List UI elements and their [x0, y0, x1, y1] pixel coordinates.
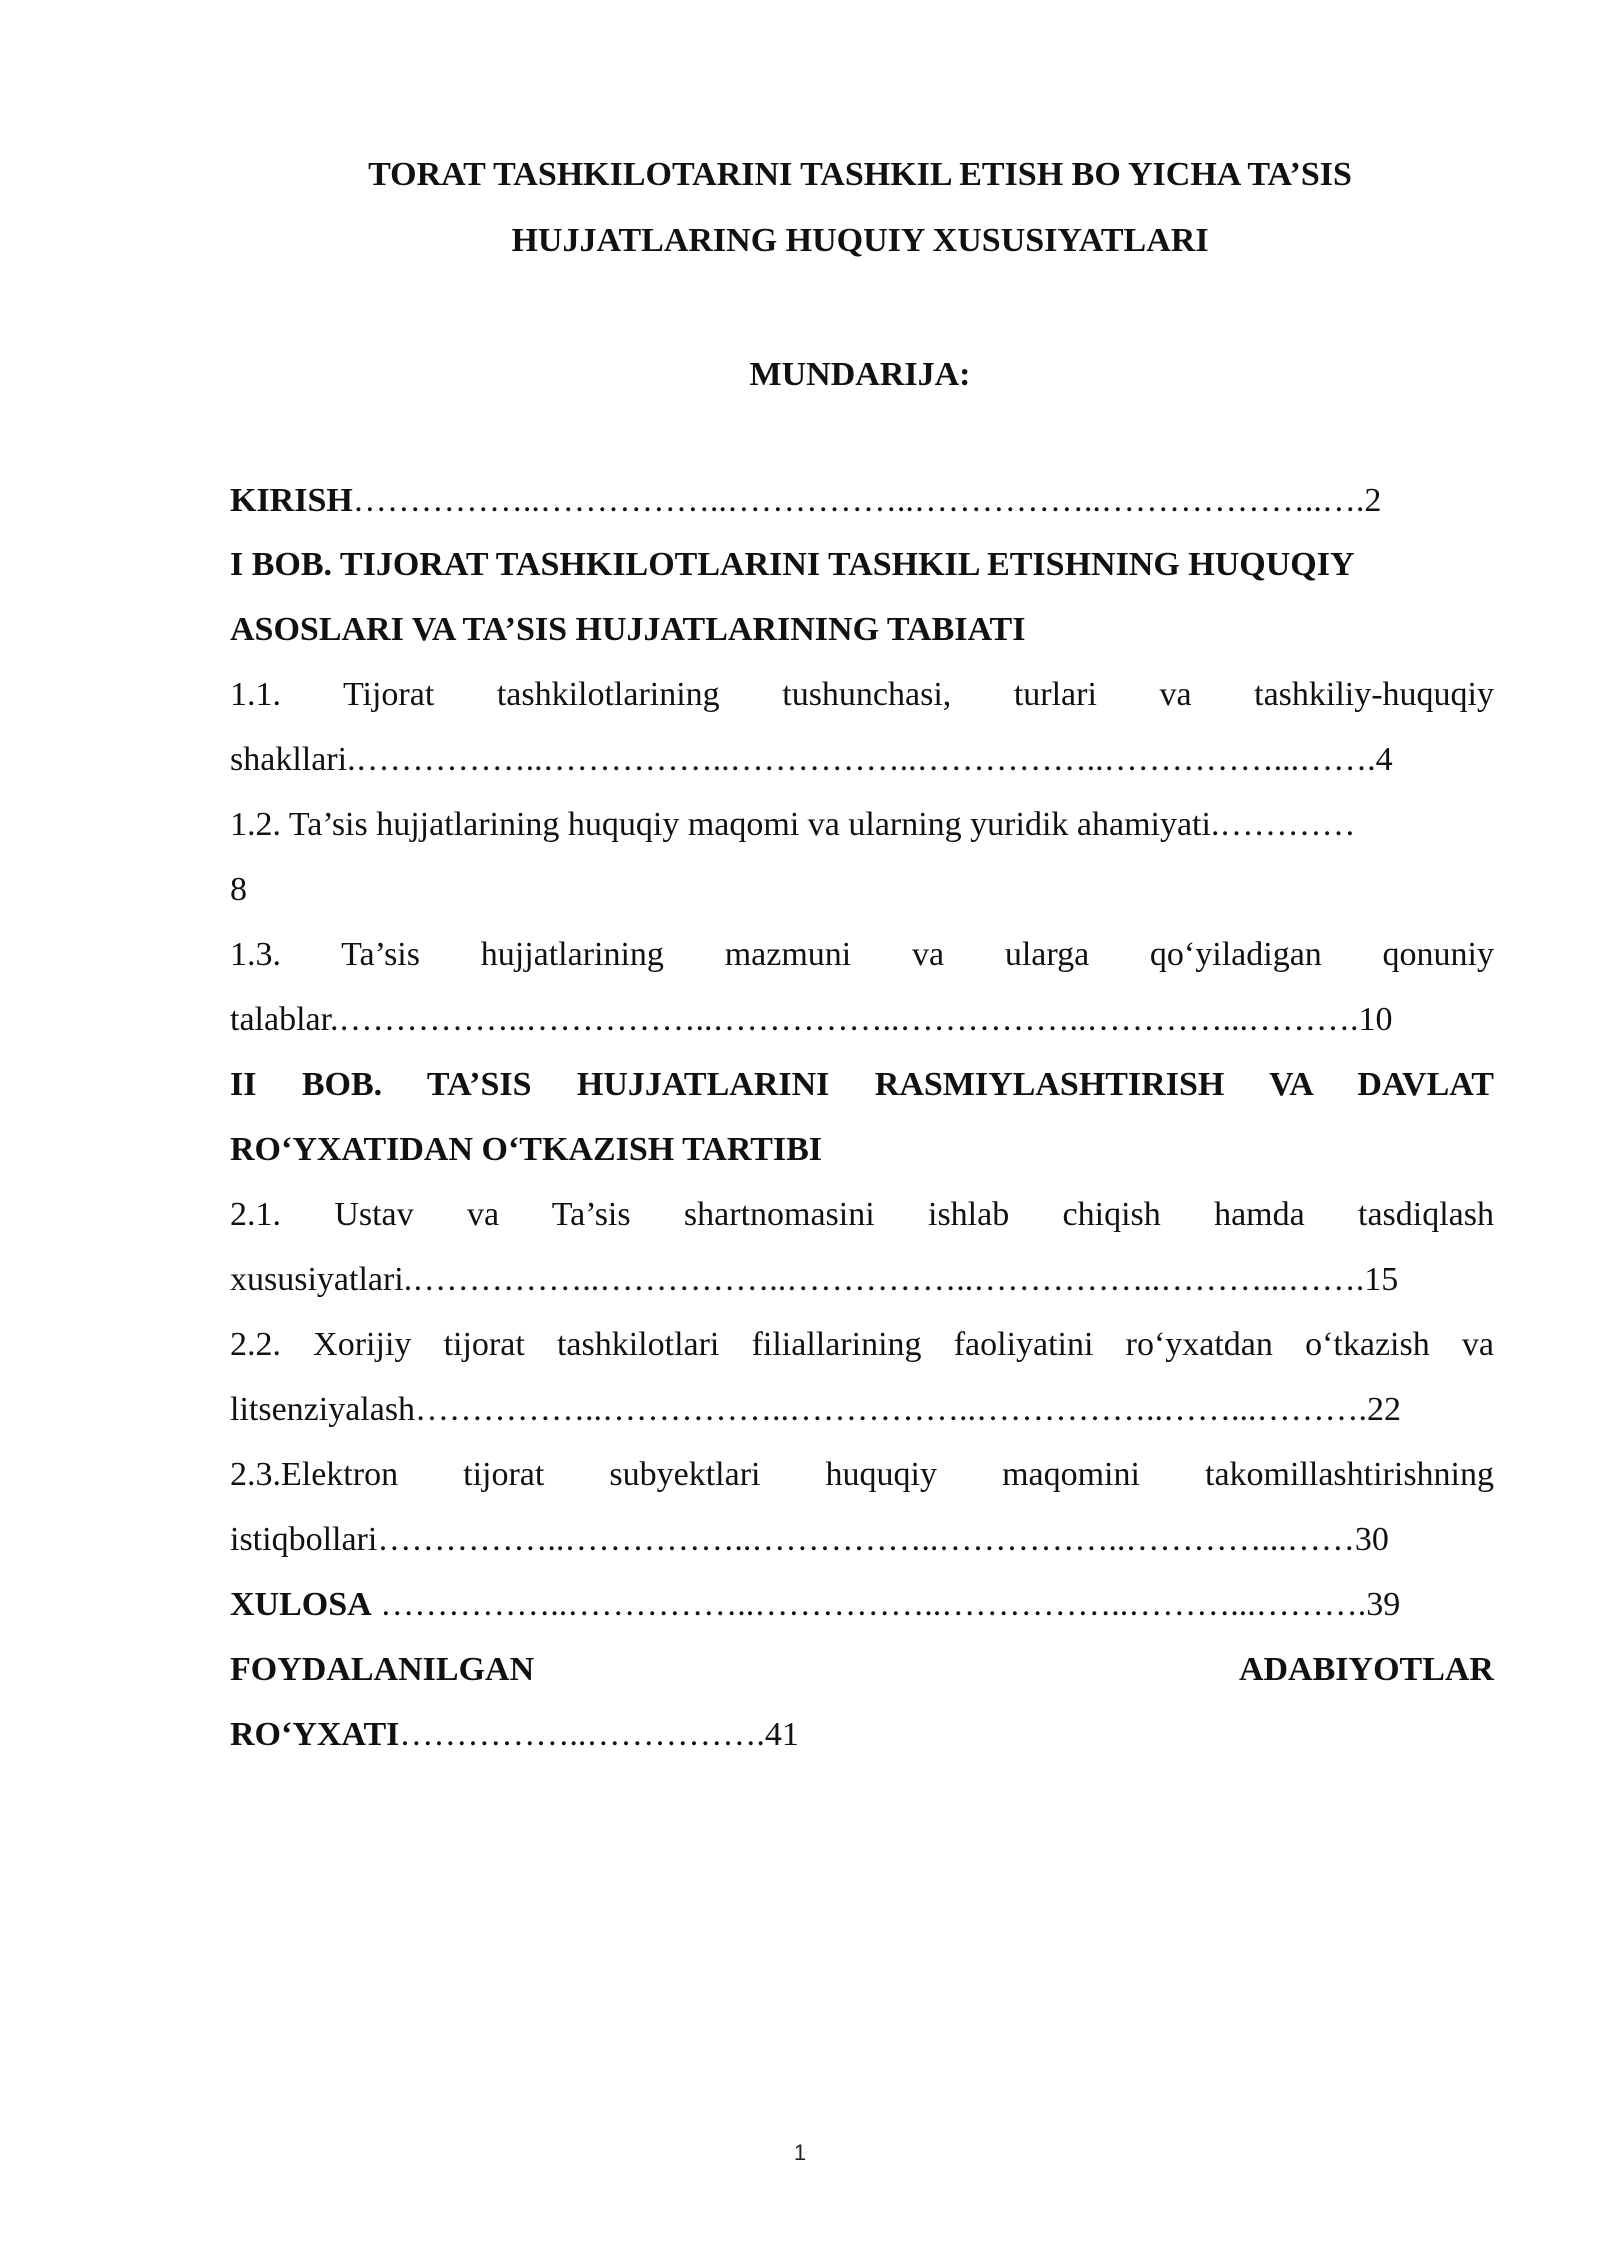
- toc-leader-kirish: ……………..……………..……………..……………..………………..….2: [352, 482, 1382, 519]
- toc-section-1-3-line-2: talablar.……………..……………..……………..……………..…………...……….10: [230, 1001, 1393, 1038]
- toc-leader-xulosa: ……………..……………..……………..……………..………...……….39: [371, 1586, 1401, 1623]
- document-title-line-1: TORAT TASHKILOTARINI TASHKIL ETISH BO YICHA TA’SIS: [368, 156, 1352, 193]
- toc-entry-foydalanilgan-line-1: [230, 1637, 1494, 1703]
- toc-chapter-2-line-2: RO‘YXATIDAN O‘TKAZISH TARTIBI: [230, 1131, 823, 1168]
- page-number: 1: [793, 2140, 807, 2165]
- toc-entry-xulosa: [230, 1572, 1494, 1638]
- toc-entry-kirish: [230, 468, 1494, 534]
- toc-section-1-2-line-2: 8: [230, 871, 247, 908]
- toc-section-2-1-line-2: xususiyatlari.……………..……………..……………..……………..………...…….15: [230, 1261, 1399, 1298]
- toc-foydalanilgan-word: FOYDALANILGAN: [230, 1651, 535, 1688]
- document-title-line-2: HUJJATLARING HUQUIY XUSUSIYATLARI: [511, 222, 1209, 259]
- toc-entry-foydalanilgan-line-2: [230, 1702, 1494, 1768]
- toc-section-2-2-line-1: 2.2. Xorijiy tijorat tashkilotlari filiallarining faoliyatini ro‘yxatdan o‘tkazish va: [230, 1326, 1494, 1363]
- toc-section-1-1-line-2: shakllari.……………..……………..……………..……………..……………...…….4: [230, 741, 1393, 778]
- toc-label-xulosa: XULOSA: [230, 1586, 372, 1623]
- toc-section-2-3-line-2: istiqbollari……………..……………..……………..……………..…………...……30: [230, 1521, 1389, 1558]
- toc-section-2-1-line-1: 2.1. Ustav va Ta’sis shartnomasini ishlab chiqish hamda tasdiqlash: [230, 1196, 1494, 1233]
- toc-section-1-3-line-1: 1.3. Ta’sis hujjatlarining mazmuni va ularga qo‘yiladigan qonuniy: [230, 936, 1494, 973]
- toc-leader-royxati: ……………..…………….41: [399, 1716, 799, 1753]
- toc-chapter-1-line-1: I BOB. TIJORAT TASHKILOTLARINI TASHKIL ETISHNING HUQUQIY: [230, 546, 1355, 583]
- toc-section-1-2-line-1: 1.2. Ta’sis hujjatlarining huquqiy maqomi va ularning yuridik ahamiyati.…………: [230, 806, 1356, 843]
- toc-section-2-3-line-1: 2.3.Elektron tijorat subyektlari huquqiy maqomini takomillashtirishning: [230, 1456, 1494, 1493]
- toc-label-kirish: KIRISH: [230, 482, 353, 519]
- toc-heading: MUNDARIJA:: [749, 356, 971, 393]
- toc-section-2-2-line-2: litsenziyalash……………..……………..……………..……………..……...……….22: [230, 1391, 1402, 1428]
- toc-chapter-2-line-1: II BOB. TA’SIS HUJJATLARINI RASMIYLASHTIRISH VA DAVLAT: [230, 1066, 1494, 1103]
- toc-section-1-1-line-1: 1.1. Tijorat tashkilotlarining tushunchasi, turlari va tashkiliy-huquqiy: [230, 676, 1494, 713]
- toc-chapter-1-line-2: ASOSLARI VA TA’SIS HUJJATLARINING TABIATI: [230, 611, 1026, 648]
- toc-label-royxati: RO‘YXATI: [230, 1716, 400, 1753]
- toc-adabiyotlar-word: ADABIYOTLAR: [1238, 1651, 1494, 1688]
